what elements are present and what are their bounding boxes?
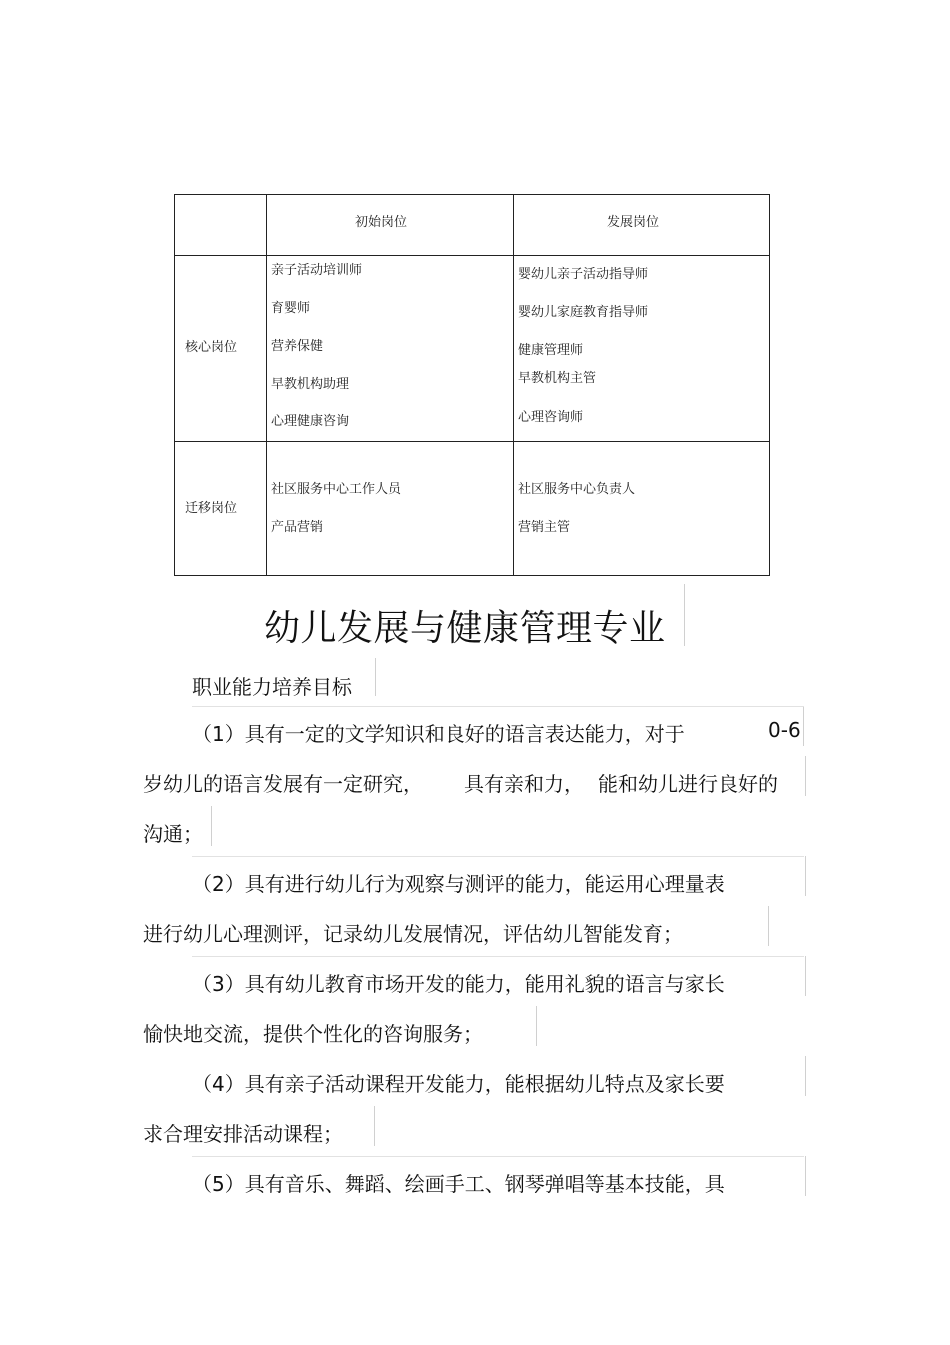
scan-edge [684,584,685,646]
core-development-item: 婴幼儿家庭教育指导师 [518,305,649,320]
paragraph-line: 求合理安排活动课程； [143,1122,343,1146]
paragraph-line: （1）具有一定的文学知识和良好的语言表达能力，对于 [192,722,685,746]
age-range: 0-6 [768,718,801,742]
core-development-item: 心理咨询师 [518,410,584,425]
section-heading: 职业能力培养目标 [192,675,352,699]
paragraph-line: 具有亲和力， [464,772,584,796]
scan-edge [805,1156,806,1196]
core-development-item: 健康管理师 [518,343,584,358]
scan-edge [768,906,769,946]
row-label-transfer: 迁移岗位 [185,501,238,516]
row-label-core: 核心岗位 [185,340,238,355]
core-development-item: 早教机构主管 [518,371,597,386]
core-development-item: 婴幼儿亲子活动指导师 [518,267,649,282]
paragraph-line: （3）具有幼儿教育市场开发的能力，能用礼貌的语言与家长 [192,972,725,996]
scan-edge [192,706,804,707]
paragraph-line: 能和幼儿进行良好的 [598,772,778,796]
table-divider [513,195,514,575]
transfer-development-item: 营销主管 [518,520,571,535]
transfer-development-item: 社区服务中心负责人 [518,482,636,497]
scan-edge [805,956,806,996]
paragraph-line: 愉快地交流，提供个性化的咨询服务； [143,1022,483,1046]
scan-edge [375,658,376,696]
header-development-positions: 发展岗位 [607,215,660,230]
paragraph-line: 进行幼儿心理测评，记录幼儿发展情况，评估幼儿智能发育； [143,922,683,946]
core-initial-item: 心理健康咨询 [271,414,350,429]
scan-edge [805,856,806,896]
core-initial-item: 亲子活动培训师 [271,263,363,278]
transfer-initial-item: 社区服务中心工作人员 [271,482,402,497]
scan-edge [192,856,804,857]
table-divider [175,255,769,256]
scan-edge [803,706,804,746]
table-divider [266,195,267,575]
transfer-initial-item: 产品营销 [271,520,324,535]
career-positions-table [174,194,770,576]
header-initial-positions: 初始岗位 [355,215,408,230]
scan-edge [374,1106,375,1146]
core-initial-item: 育婴师 [271,301,311,316]
scan-edge [805,756,806,796]
table-divider [175,441,769,442]
scan-edge [536,1006,537,1046]
scan-edge [192,1156,804,1157]
paragraph-line: （5）具有音乐、舞蹈、绘画手工、钢琴弹唱等基本技能，具 [192,1172,725,1196]
scan-edge [211,806,212,846]
core-initial-item: 营养保健 [271,339,324,354]
paragraph-line: 沟通； [143,822,203,846]
core-initial-item: 早教机构助理 [271,377,350,392]
page-title: 幼儿发展与健康管理专业 [264,608,666,649]
scan-edge [192,956,804,957]
paragraph-line: 岁幼儿的语言发展有一定研究， [143,772,423,796]
paragraph-line: （4）具有亲子活动课程开发能力，能根据幼儿特点及家长要 [192,1072,725,1096]
scan-edge [805,1056,806,1096]
paragraph-line: （2）具有进行幼儿行为观察与测评的能力，能运用心理量表 [192,872,725,896]
